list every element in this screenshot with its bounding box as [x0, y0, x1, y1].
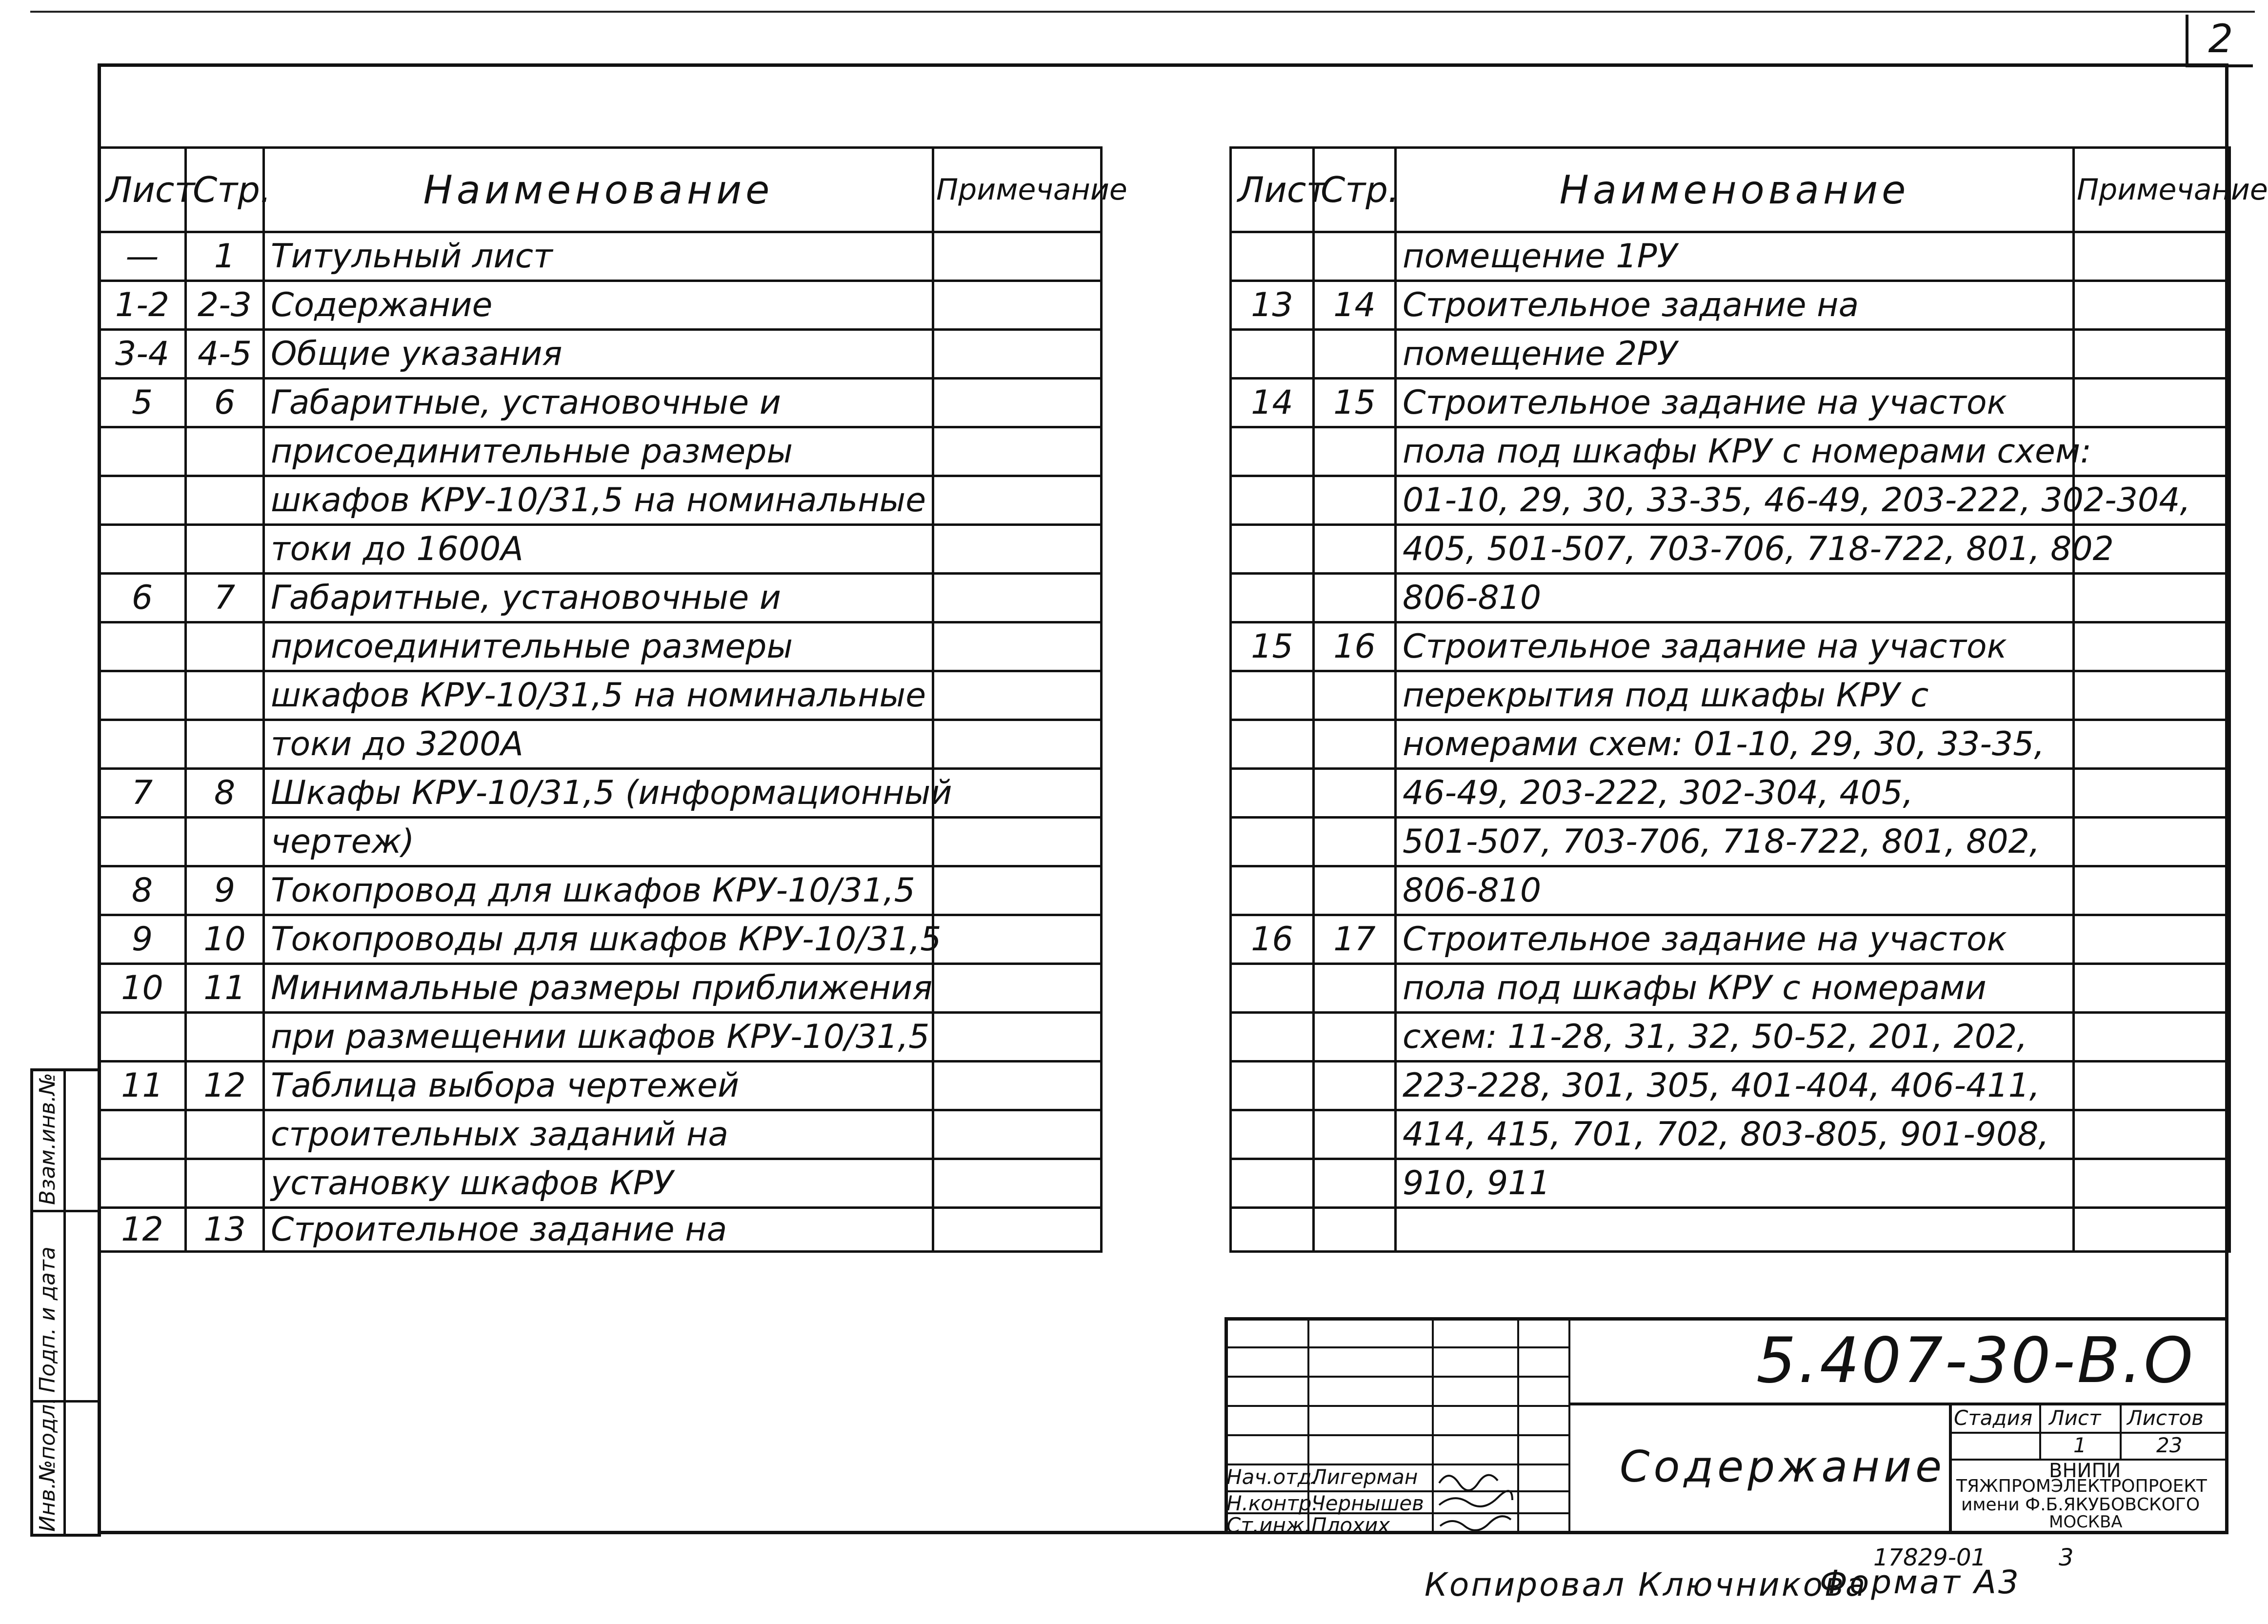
cell-name: Шкафы КРУ-10/31,5 (информационный [264, 769, 933, 818]
cell-list: 3-4 [99, 330, 186, 379]
cell-name: токи до 1600А [264, 525, 933, 574]
cell-list: 1-2 [99, 281, 186, 330]
cell-page: 2-3 [186, 281, 264, 330]
cell-list [1231, 818, 1314, 866]
cell-name: присоединительные размеры [264, 427, 933, 476]
cell-name: Строительное задание на участок [1396, 622, 2074, 671]
tb-line [1432, 1317, 1434, 1534]
tb-line [2120, 1403, 2122, 1459]
cell-page [1314, 720, 1396, 769]
cell-name: Общие указания [264, 330, 933, 379]
cell-page [186, 1013, 264, 1062]
cell-name: перекрытия под шкафы КРУ с [1396, 671, 2074, 720]
table-row [1231, 1208, 2230, 1252]
cell-page [1314, 232, 1396, 281]
cell-list [1231, 1110, 1314, 1159]
sheet-value: 1 [2073, 1433, 2087, 1457]
cell-note [2074, 574, 2230, 622]
cell-list [99, 720, 186, 769]
cell-note [933, 232, 1102, 281]
cell-list: — [99, 232, 186, 281]
cell-note [933, 720, 1102, 769]
tb-line [2039, 1403, 2041, 1459]
cell-list: 7 [99, 769, 186, 818]
table-row [99, 427, 1102, 476]
col-header-name: Наименование [264, 148, 933, 232]
side-stamp-line [30, 1210, 101, 1212]
table-row [1231, 1013, 2230, 1062]
cell-note [2074, 964, 2230, 1013]
table-row [1231, 476, 2230, 525]
tb-line [1224, 1434, 1568, 1436]
cell-page [186, 525, 264, 574]
cell-note [933, 1013, 1102, 1062]
cell-name: Строительное задание на участок [1396, 379, 2074, 427]
cell-note [933, 622, 1102, 671]
sheets-label: Листов [2127, 1406, 2204, 1430]
cell-list [1231, 1062, 1314, 1110]
cell-list [1231, 330, 1314, 379]
cell-name: 414, 415, 701, 702, 803-805, 901-908, [1396, 1110, 2074, 1159]
cell-name: Строительное задание на [1396, 281, 2074, 330]
cell-list [1231, 1208, 1314, 1252]
table-row [1231, 427, 2230, 476]
cell-name: помещение 2РУ [1396, 330, 2074, 379]
cell-note [933, 1062, 1102, 1110]
cell-page [186, 671, 264, 720]
cell-list [1231, 671, 1314, 720]
cell-list [1231, 769, 1314, 818]
cell-list [1231, 232, 1314, 281]
cell-list: 10 [99, 964, 186, 1013]
cell-note [2074, 622, 2230, 671]
cell-page [1314, 476, 1396, 525]
table-row [1231, 1062, 2230, 1110]
cell-page: 1 [186, 232, 264, 281]
cell-name: пола под шкафы КРУ с номерами схем: [1396, 427, 2074, 476]
cell-page [1314, 818, 1396, 866]
cell-page [186, 1159, 264, 1208]
table-row [1231, 1159, 2230, 1208]
cell-name: токи до 3200А [264, 720, 933, 769]
name-standards-control: Чернышев [1311, 1491, 1424, 1515]
tb-line [1949, 1432, 2228, 1434]
table-row [1231, 330, 2230, 379]
side-stamp-divider [63, 1068, 66, 1537]
cell-list [99, 622, 186, 671]
signatures [1434, 1464, 1517, 1534]
cell-name: установку шкафов КРУ [264, 1159, 933, 1208]
stamp-replaced-inv: Взам.инв.№ [35, 1073, 60, 1205]
cell-name: 405, 501-507, 703-706, 718-722, 801, 802 [1396, 525, 2074, 574]
cell-note [2074, 818, 2230, 866]
table-row [99, 1062, 1102, 1110]
cell-page [186, 427, 264, 476]
tb-line [1568, 1403, 2228, 1405]
table-row [1231, 232, 2230, 281]
cell-note [933, 281, 1102, 330]
cell-page: 8 [186, 769, 264, 818]
table-row [1231, 915, 2230, 964]
table-row [1231, 720, 2230, 769]
cell-page [1314, 330, 1396, 379]
cell-name: Строительное задание на [264, 1208, 933, 1252]
cell-name: Габаритные, установочные и [264, 379, 933, 427]
table-row [99, 232, 1102, 281]
cell-name: помещение 1РУ [1396, 232, 2074, 281]
cell-name: шкафов КРУ-10/31,5 на номинальные [264, 476, 933, 525]
name-senior-engineer: Плохих [1311, 1513, 1390, 1537]
cell-page: 11 [186, 964, 264, 1013]
cell-note [2074, 866, 2230, 915]
cell-name: присоединительные размеры [264, 622, 933, 671]
cell-name: шкафов КРУ-10/31,5 на номинальные [264, 671, 933, 720]
role-head-of-dept: Нач.отд. [1226, 1465, 1319, 1489]
cell-page [186, 476, 264, 525]
cell-list [99, 1110, 186, 1159]
col-header-note: Примечание [933, 148, 1102, 232]
tb-line [1949, 1403, 1952, 1534]
cell-page [1314, 964, 1396, 1013]
tb-line [1224, 1405, 1568, 1407]
stamp-inv-original: Инв.№подл. [35, 1397, 60, 1532]
col-header-list: Лист [1231, 148, 1314, 232]
cell-name: 910, 911 [1396, 1159, 2074, 1208]
cell-name: пола под шкафы КРУ с номерами [1396, 964, 2074, 1013]
cell-name: схем: 11-28, 31, 32, 50-52, 201, 202, [1396, 1013, 2074, 1062]
cell-list: 15 [1231, 622, 1314, 671]
sheet-label: Лист [2049, 1406, 2101, 1430]
org-line-4: МОСКВА [2049, 1512, 2123, 1532]
tb-line [1568, 1317, 1570, 1534]
table-row [99, 622, 1102, 671]
cell-name: 501-507, 703-706, 718-722, 801, 802, [1396, 818, 2074, 866]
table-row [1231, 964, 2230, 1013]
table-row [99, 1013, 1102, 1062]
table-row [99, 525, 1102, 574]
contents-table-right [1229, 146, 2268, 1253]
cell-name: при размещении шкафов КРУ-10/31,5 [264, 1013, 933, 1062]
cell-list [1231, 574, 1314, 622]
cell-list [1231, 525, 1314, 574]
cell-note [2074, 281, 2230, 330]
cell-name: 01-10, 29, 30, 33-35, 46-49, 203-222, 302-304, [1396, 476, 2074, 525]
cell-note [2074, 427, 2230, 476]
cell-list: 16 [1231, 915, 1314, 964]
cell-note [933, 574, 1102, 622]
name-head-of-dept: Лигерман [1311, 1465, 1418, 1489]
cell-page [1314, 525, 1396, 574]
cell-name: 806-810 [1396, 574, 2074, 622]
cell-name: номерами схем: 01-10, 29, 30, 33-35, [1396, 720, 2074, 769]
table-row [1231, 866, 2230, 915]
cell-name [1396, 1208, 2074, 1252]
cell-name: Токопровод для шкафов КРУ-10/31,5 [264, 866, 933, 915]
cell-page: 17 [1314, 915, 1396, 964]
cell-list [1231, 1159, 1314, 1208]
cell-page [1314, 574, 1396, 622]
cell-note [2074, 232, 2230, 281]
cell-list: 12 [99, 1208, 186, 1252]
table-row [1231, 379, 2230, 427]
cell-list [1231, 964, 1314, 1013]
role-standards-control: Н.контр. [1226, 1491, 1318, 1515]
cell-page: 16 [1314, 622, 1396, 671]
contents-table-left [98, 146, 1127, 1253]
cell-list [1231, 1013, 1314, 1062]
cell-list [99, 671, 186, 720]
cell-note [2074, 671, 2230, 720]
table-row [99, 769, 1102, 818]
org-line-3: имени Ф.Б.ЯКУБОВСКОГО [1961, 1495, 2200, 1515]
cell-note [933, 525, 1102, 574]
tb-line [1517, 1317, 1519, 1534]
cell-note [933, 866, 1102, 915]
cell-name: строительных заданий на [264, 1110, 933, 1159]
cell-list: 9 [99, 915, 186, 964]
document-title: Содержание [1620, 1442, 1946, 1492]
cell-list [99, 1159, 186, 1208]
cell-list [99, 818, 186, 866]
cell-list: 5 [99, 379, 186, 427]
cell-page [1314, 1013, 1396, 1062]
cell-list: 14 [1231, 379, 1314, 427]
cell-note [933, 964, 1102, 1013]
cell-note [2074, 769, 2230, 818]
cell-page: 7 [186, 574, 264, 622]
cell-name: Строительное задание на участок [1396, 915, 2074, 964]
cell-page [1314, 769, 1396, 818]
table-row [99, 671, 1102, 720]
cell-list: 11 [99, 1062, 186, 1110]
sheets-value: 23 [2156, 1433, 2183, 1457]
cell-note [2074, 379, 2230, 427]
col-header-note: Примечание [2074, 148, 2230, 232]
cell-list [1231, 720, 1314, 769]
table-row [99, 281, 1102, 330]
table-row [1231, 525, 2230, 574]
cell-list [1231, 866, 1314, 915]
table-row [1231, 1110, 2230, 1159]
stage-label: Стадия [1954, 1406, 2033, 1430]
col-header-page: Стр. [186, 148, 264, 232]
cell-page: 15 [1314, 379, 1396, 427]
cell-page [1314, 671, 1396, 720]
cell-page: 10 [186, 915, 264, 964]
table-row [99, 720, 1102, 769]
cell-list: 6 [99, 574, 186, 622]
cell-name: Токопроводы для шкафов КРУ-10/31,5 [264, 915, 933, 964]
cell-note [933, 1208, 1102, 1252]
cell-note [2074, 330, 2230, 379]
cell-page [186, 622, 264, 671]
cell-name: Таблица выбора чертежей [264, 1062, 933, 1110]
cell-name: 806-810 [1396, 866, 2074, 915]
cell-note [933, 330, 1102, 379]
cell-page [1314, 1062, 1396, 1110]
tb-line [1224, 1376, 1568, 1378]
archive-number: 17829-01 [1873, 1544, 1987, 1571]
document-code: 5.407-30-В.О [1756, 1324, 2195, 1397]
cell-page: 6 [186, 379, 264, 427]
cell-note [2074, 720, 2230, 769]
cell-page [1314, 1110, 1396, 1159]
org-line-1: ВНИПИ [2049, 1460, 2121, 1482]
role-senior-engineer: Ст.инж. [1226, 1513, 1311, 1537]
cell-page [186, 818, 264, 866]
cell-list [99, 476, 186, 525]
cell-list [1231, 476, 1314, 525]
cell-page: 13 [186, 1208, 264, 1252]
tb-line [1224, 1346, 1568, 1348]
cell-list: 13 [1231, 281, 1314, 330]
org-line-2: ТЯЖПРОМЭЛЕКТРОПРОЕКТ [1956, 1476, 2207, 1496]
cell-page [186, 1110, 264, 1159]
cell-note [933, 476, 1102, 525]
cell-name: 46-49, 203-222, 302-304, 405, [1396, 769, 2074, 818]
table-row [1231, 622, 2230, 671]
archive-page: 3 [2059, 1544, 2074, 1571]
cell-note [2074, 1159, 2230, 1208]
cell-note [2074, 1062, 2230, 1110]
col-header-name: Наименование [1396, 148, 2074, 232]
table-row [99, 476, 1102, 525]
table-row [99, 330, 1102, 379]
cell-note [2074, 1013, 2230, 1062]
table-row [99, 964, 1102, 1013]
cell-note [933, 915, 1102, 964]
cell-page [1314, 866, 1396, 915]
copied-by: Копировал Ключникова [1425, 1566, 1867, 1604]
cell-name: Содержание [264, 281, 933, 330]
cell-note [933, 818, 1102, 866]
cell-page [1314, 427, 1396, 476]
cell-page [186, 720, 264, 769]
cell-note [2074, 1208, 2230, 1252]
col-header-page: Стр. [1314, 148, 1396, 232]
table-row [99, 1110, 1102, 1159]
cell-note [933, 1110, 1102, 1159]
cell-page: 4-5 [186, 330, 264, 379]
cell-list: 8 [99, 866, 186, 915]
table-row [99, 1159, 1102, 1208]
table-row [99, 574, 1102, 622]
cell-name: чертеж) [264, 818, 933, 866]
table-row [1231, 281, 2230, 330]
table-row [99, 1208, 1102, 1252]
cell-name: 223-228, 301, 305, 401-404, 406-411, [1396, 1062, 2074, 1110]
cell-page: 9 [186, 866, 264, 915]
cell-note [933, 1159, 1102, 1208]
sheet-format: Формат А3 [1820, 1564, 2021, 1601]
cell-list [99, 427, 186, 476]
cell-note [2074, 915, 2230, 964]
cell-name: Минимальные размеры приближения [264, 964, 933, 1013]
table-row [1231, 671, 2230, 720]
cell-page: 12 [186, 1062, 264, 1110]
cell-note [933, 671, 1102, 720]
cell-name: Габаритные, установочные и [264, 574, 933, 622]
cell-name: Титульный лист [264, 232, 933, 281]
cell-note [933, 379, 1102, 427]
cell-list [1231, 427, 1314, 476]
col-header-list: Лист [99, 148, 186, 232]
sheet-number: 2 [2186, 15, 2253, 67]
cell-page [1314, 1208, 1396, 1252]
cell-list [99, 1013, 186, 1062]
cell-page [1314, 1159, 1396, 1208]
table-row [99, 866, 1102, 915]
cell-note [2074, 1110, 2230, 1159]
table-row [99, 818, 1102, 866]
cell-page: 14 [1314, 281, 1396, 330]
table-row [1231, 769, 2230, 818]
stamp-sign-date: Подп. и дата [35, 1246, 60, 1393]
table-row [1231, 574, 2230, 622]
cell-note [933, 427, 1102, 476]
cell-list [99, 525, 186, 574]
table-row [1231, 818, 2230, 866]
table-row [99, 379, 1102, 427]
cell-note [933, 769, 1102, 818]
table-row [99, 915, 1102, 964]
